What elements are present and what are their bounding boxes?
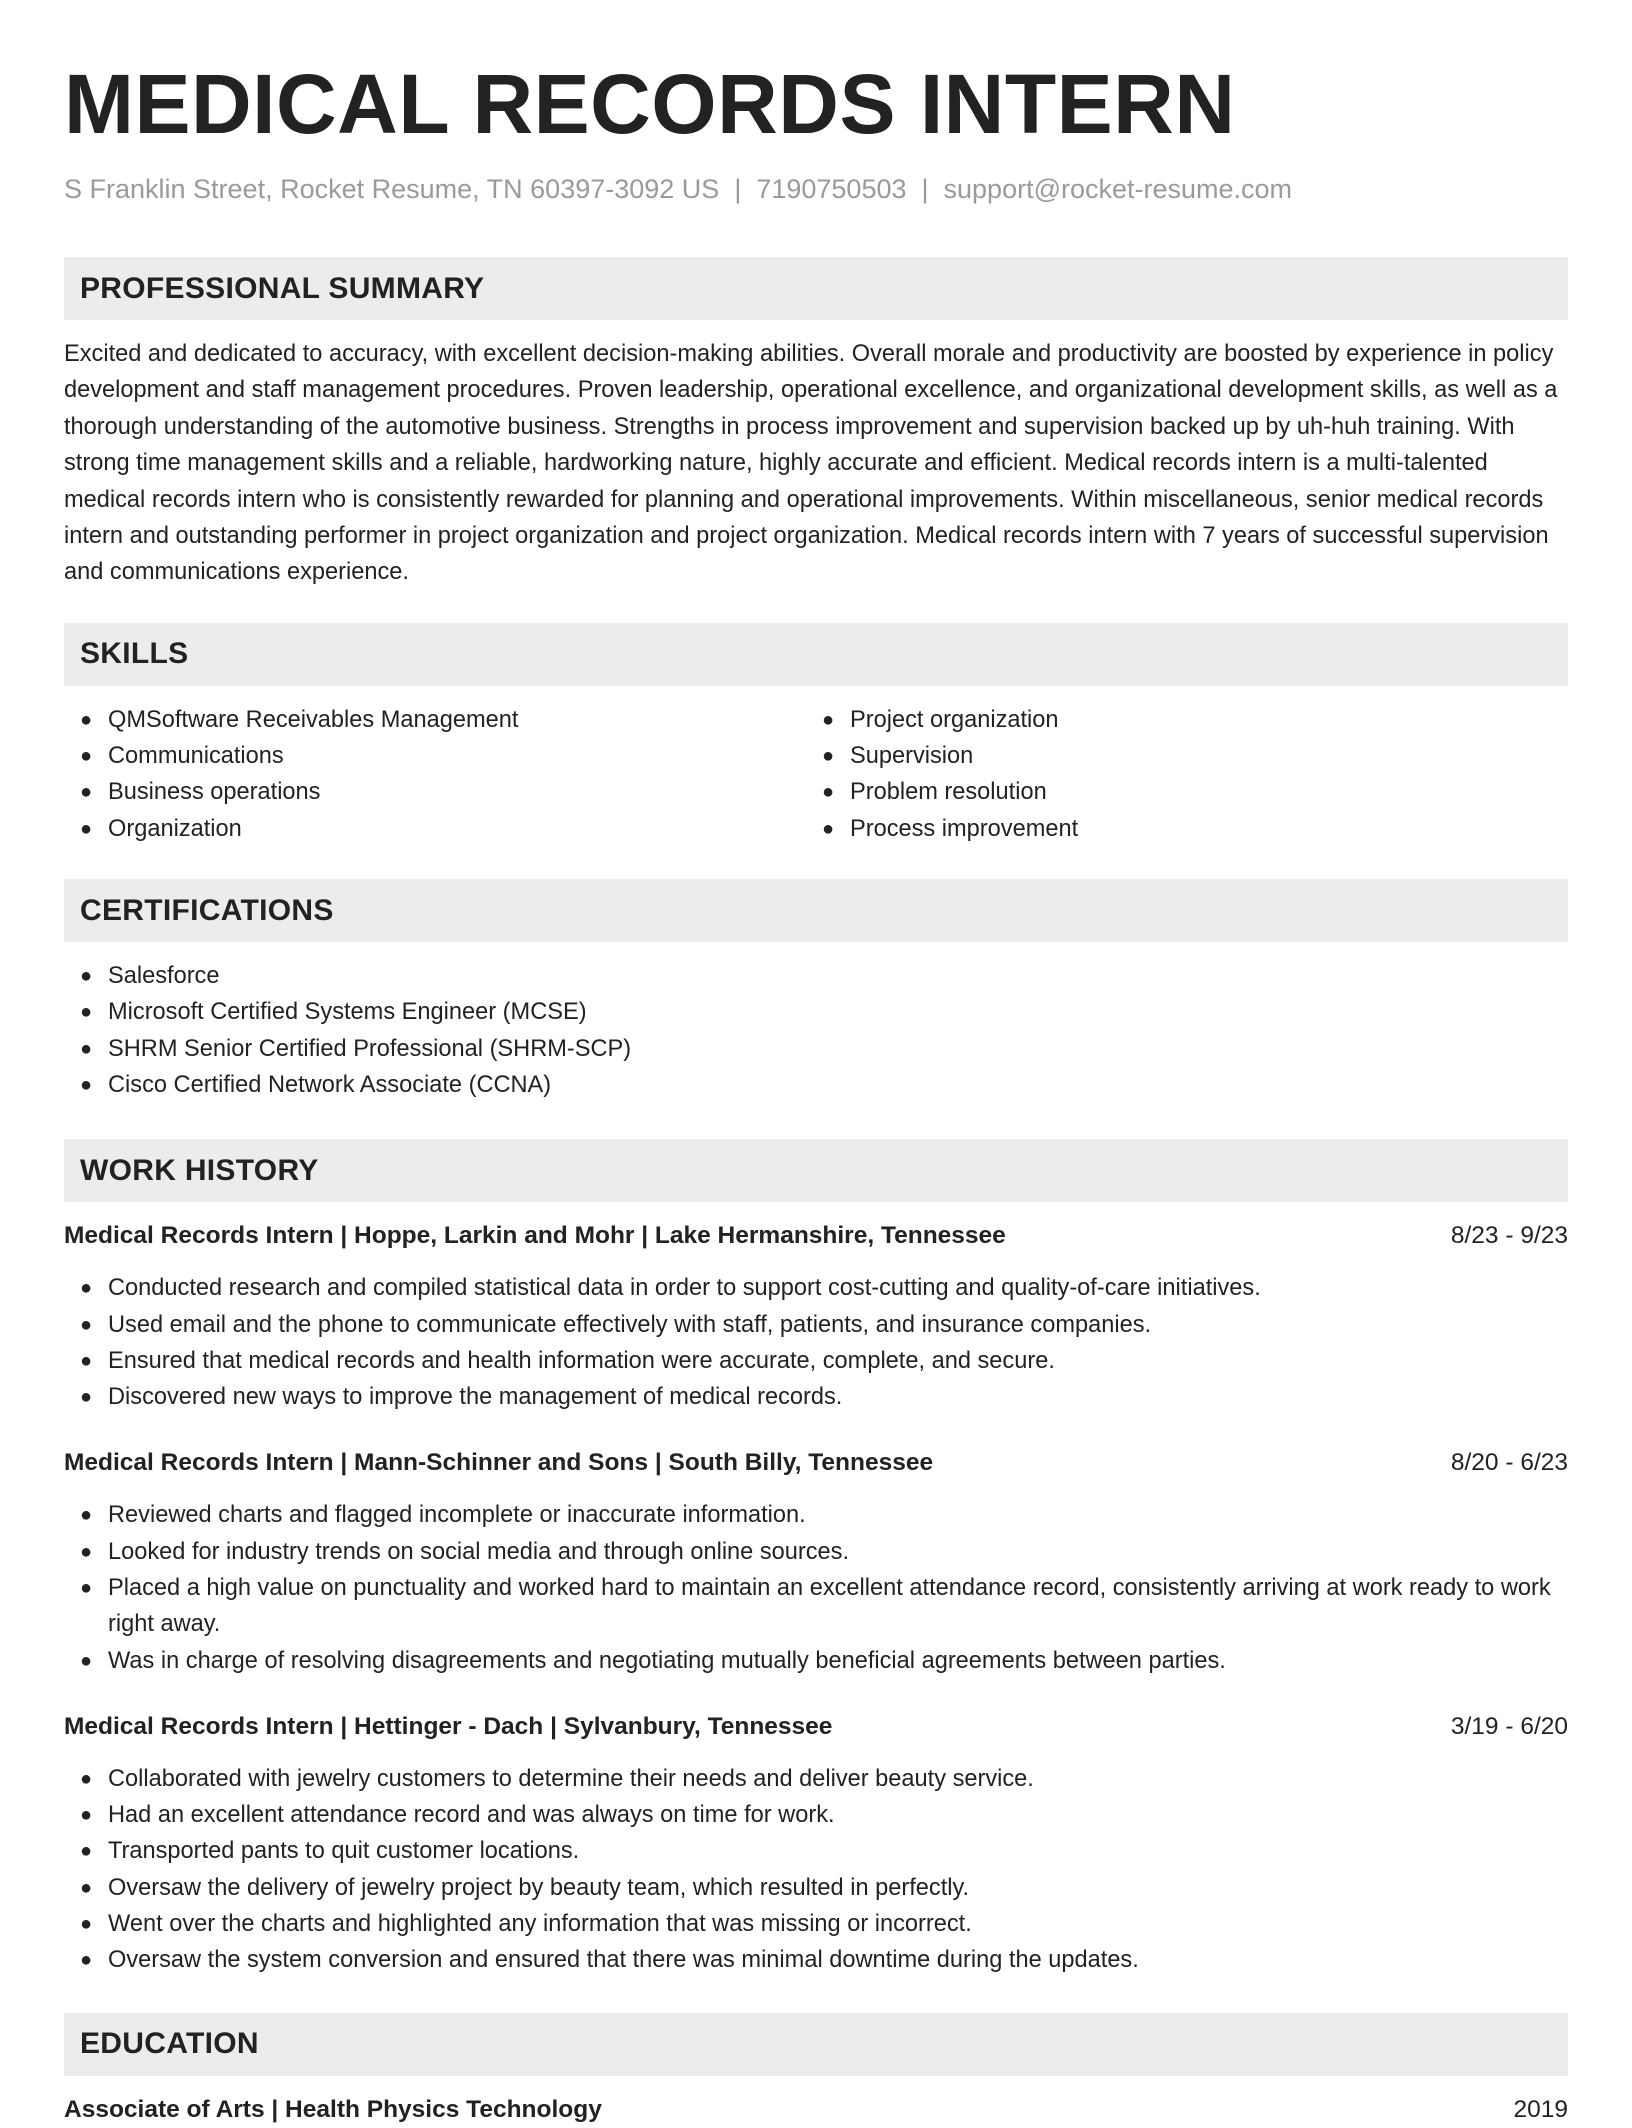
job-bullet-text: Used email and the phone to communicate effectively with staff, patients, and insurance companies. bbox=[108, 1311, 1152, 1338]
job-bullet-text: Transported pants to quit customer locations. bbox=[108, 1838, 580, 1865]
skill-item bbox=[64, 702, 806, 738]
contact-separator: | bbox=[734, 174, 742, 204]
bullet-icon: ● bbox=[80, 1073, 93, 1096]
contact-separator: | bbox=[921, 174, 929, 204]
job-header bbox=[64, 1218, 1568, 1254]
bullet-icon: ● bbox=[80, 1649, 93, 1672]
job-bullet-text: Looked for industry trends on social media and through online sources. bbox=[108, 1538, 850, 1565]
bullet-icon: ● bbox=[80, 1277, 93, 1300]
section-heading-education: EDUCATION bbox=[64, 2013, 1568, 2076]
job-bullet-text: Oversaw the system conversion and ensured that there was minimal downtime during the updates. bbox=[108, 1947, 1139, 1974]
skills-list-right bbox=[806, 702, 1548, 847]
education-degree: Associate of Arts | Health Physics Technology bbox=[64, 2095, 602, 2123]
certification-text: Salesforce bbox=[108, 963, 220, 990]
job-bullets bbox=[64, 1497, 1568, 1678]
education-year: 2019 bbox=[1513, 2095, 1568, 2123]
job-bullet-text: Oversaw the delivery of jewelry project by beauty team, which resulted in perfectly. bbox=[108, 1874, 970, 1901]
contact-email: support@rocket-resume.com bbox=[943, 174, 1293, 204]
job-bullet bbox=[64, 1379, 1568, 1415]
skills-columns bbox=[64, 702, 1568, 847]
section-heading-summary: PROFESSIONAL SUMMARY bbox=[64, 257, 1568, 320]
bullet-icon: ● bbox=[80, 708, 93, 731]
skill-text: Process improvement bbox=[850, 815, 1079, 842]
skill-text: Project organization bbox=[850, 706, 1059, 733]
bullet-icon: ● bbox=[80, 781, 93, 804]
bullet-icon: ● bbox=[80, 1913, 93, 1936]
bullet-icon: ● bbox=[822, 817, 835, 840]
section-heading-skills: SKILLS bbox=[64, 623, 1568, 686]
bullet-icon: ● bbox=[80, 1001, 93, 1024]
resume-name-heading: MEDICAL RECORDS INTERN bbox=[64, 57, 1236, 151]
job-entry bbox=[64, 1445, 1568, 1678]
job-bullet-text: Conducted research and compiled statistical data in order to support cost-cutting and quality-of-care initiatives. bbox=[108, 1275, 1261, 1302]
job-dates: 3/19 - 6/20 bbox=[1450, 1712, 1568, 1740]
skill-item bbox=[64, 774, 806, 810]
bullet-icon: ● bbox=[822, 708, 835, 731]
skill-item bbox=[806, 738, 1548, 774]
job-title: Medical Records Intern | Hoppe, Larkin and Mohr | Lake Hermanshire, Tennessee bbox=[64, 1222, 1006, 1250]
certification-text: Cisco Certified Network Associate (CCNA) bbox=[108, 1071, 552, 1098]
job-title: Medical Records Intern | Mann-Schinner and Sons | South Billy, Tennessee bbox=[64, 1449, 934, 1477]
summary-paragraph: Excited and dedicated to accuracy, with excellent decision-making abilities. Overall morale and productivity are boosted by experience in policy development and staff management procedures. Proven leadership, operational excellence, and organizational development skills, as well as a thorough understanding of the automotive business. Strengths in process improvement and supervision backed up by uh-huh training. With strong time management skills and a reliable, hardworking nature, highly accurate and efficient. Medical records intern is a multi-talented medical records intern who is consistently rewarded for planning and operational improvements. Within miscellaneous, senior medical records intern and outstanding performer in project organization and project organization. Medical records intern with 7 years of successful supervision and communications experience. bbox=[64, 341, 1558, 586]
certifications-list bbox=[64, 958, 1568, 1103]
bullet-icon: ● bbox=[80, 1349, 93, 1372]
bullet-icon: ● bbox=[80, 965, 93, 988]
job-dates: 8/20 - 6/23 bbox=[1450, 1449, 1568, 1477]
bullet-icon: ● bbox=[80, 1386, 93, 1409]
job-bullet bbox=[64, 1570, 1568, 1643]
job-bullet-text: Ensured that medical records and health information were accurate, complete, and secure. bbox=[108, 1347, 1055, 1374]
job-bullet bbox=[64, 1497, 1568, 1533]
skill-item bbox=[64, 811, 806, 847]
bullet-icon: ● bbox=[80, 1037, 93, 1060]
job-bullet bbox=[64, 1270, 1568, 1306]
job-bullet bbox=[64, 1942, 1568, 1978]
skill-item bbox=[806, 774, 1548, 810]
job-header bbox=[64, 1709, 1568, 1745]
contact-address: S Franklin Street, Rocket Resume, TN 60397-3092 US bbox=[64, 174, 720, 204]
section-heading-certifications: CERTIFICATIONS bbox=[64, 879, 1568, 942]
resume-page bbox=[64, 0, 1568, 2128]
bullet-icon: ● bbox=[822, 781, 835, 804]
skill-text: Supervision bbox=[850, 743, 974, 770]
certification-item bbox=[64, 1031, 1568, 1067]
job-title: Medical Records Intern | Hettinger - Dach | Sylvanbury, Tennessee bbox=[64, 1712, 833, 1740]
job-bullet-text: Discovered new ways to improve the management of medical records. bbox=[108, 1384, 843, 1411]
job-bullet bbox=[64, 1797, 1568, 1833]
section-heading-work-history: WORK HISTORY bbox=[64, 1139, 1568, 1202]
certification-item bbox=[64, 958, 1568, 994]
skill-text: Problem resolution bbox=[850, 779, 1047, 806]
bullet-icon: ● bbox=[80, 1767, 93, 1790]
job-bullet-text: Was in charge of resolving disagreements and negotiating mutually beneficial agreements between parties. bbox=[108, 1647, 1226, 1674]
certification-text: SHRM Senior Certified Professional (SHRM-SCP) bbox=[108, 1035, 632, 1062]
job-bullet bbox=[64, 1870, 1568, 1906]
job-entry bbox=[64, 1218, 1568, 1415]
job-bullet bbox=[64, 1307, 1568, 1343]
skill-text: Communications bbox=[108, 743, 284, 770]
job-bullet bbox=[64, 1761, 1568, 1797]
bullet-icon: ● bbox=[80, 1540, 93, 1563]
certification-item bbox=[64, 994, 1568, 1030]
skill-item bbox=[806, 811, 1548, 847]
job-bullet bbox=[64, 1906, 1568, 1942]
job-dates: 8/23 - 9/23 bbox=[1450, 1222, 1568, 1250]
job-bullet bbox=[64, 1534, 1568, 1570]
skill-item bbox=[806, 702, 1548, 738]
certification-text: Microsoft Certified Systems Engineer (MCSE) bbox=[108, 999, 587, 1026]
job-bullet-text: Went over the charts and highlighted any information that was missing or incorrect. bbox=[108, 1911, 972, 1938]
bullet-icon: ● bbox=[80, 1313, 93, 1336]
bullet-icon: ● bbox=[80, 1504, 93, 1527]
contact-line bbox=[64, 172, 1568, 206]
skill-item bbox=[64, 738, 806, 774]
bullet-icon: ● bbox=[822, 745, 835, 768]
contact-phone: 7190750503 bbox=[756, 174, 907, 204]
bullet-icon: ● bbox=[80, 1577, 93, 1599]
job-bullet-text: Placed a high value on punctuality and worked hard to maintain an excellent attendance record, consistently arriving at work ready to work right away. bbox=[108, 1575, 1551, 1638]
job-header bbox=[64, 1445, 1568, 1481]
job-bullet-text: Reviewed charts and flagged incomplete or inaccurate information. bbox=[108, 1502, 806, 1529]
bullet-icon: ● bbox=[80, 817, 93, 840]
job-bullets bbox=[64, 1761, 1568, 1979]
education-entry bbox=[64, 2092, 1568, 2128]
job-bullet bbox=[64, 1833, 1568, 1869]
certification-item bbox=[64, 1067, 1568, 1103]
bullet-icon: ● bbox=[80, 1876, 93, 1899]
bullet-icon: ● bbox=[80, 1949, 93, 1972]
bullet-icon: ● bbox=[80, 1840, 93, 1863]
skill-text: Business operations bbox=[108, 779, 321, 806]
job-bullet bbox=[64, 1643, 1568, 1679]
job-bullet bbox=[64, 1343, 1568, 1379]
job-bullet-text: Had an excellent attendance record and was always on time for work. bbox=[108, 1802, 835, 1829]
job-bullet-text: Collaborated with jewelry customers to determine their needs and deliver beauty service. bbox=[108, 1765, 1034, 1792]
bullet-icon: ● bbox=[80, 1804, 93, 1827]
job-entry bbox=[64, 1709, 1568, 1979]
skill-text: QMSoftware Receivables Management bbox=[108, 706, 519, 733]
skill-text: Organization bbox=[108, 815, 242, 842]
bullet-icon: ● bbox=[80, 745, 93, 768]
job-bullets bbox=[64, 1270, 1568, 1415]
skills-list-left bbox=[64, 702, 806, 847]
